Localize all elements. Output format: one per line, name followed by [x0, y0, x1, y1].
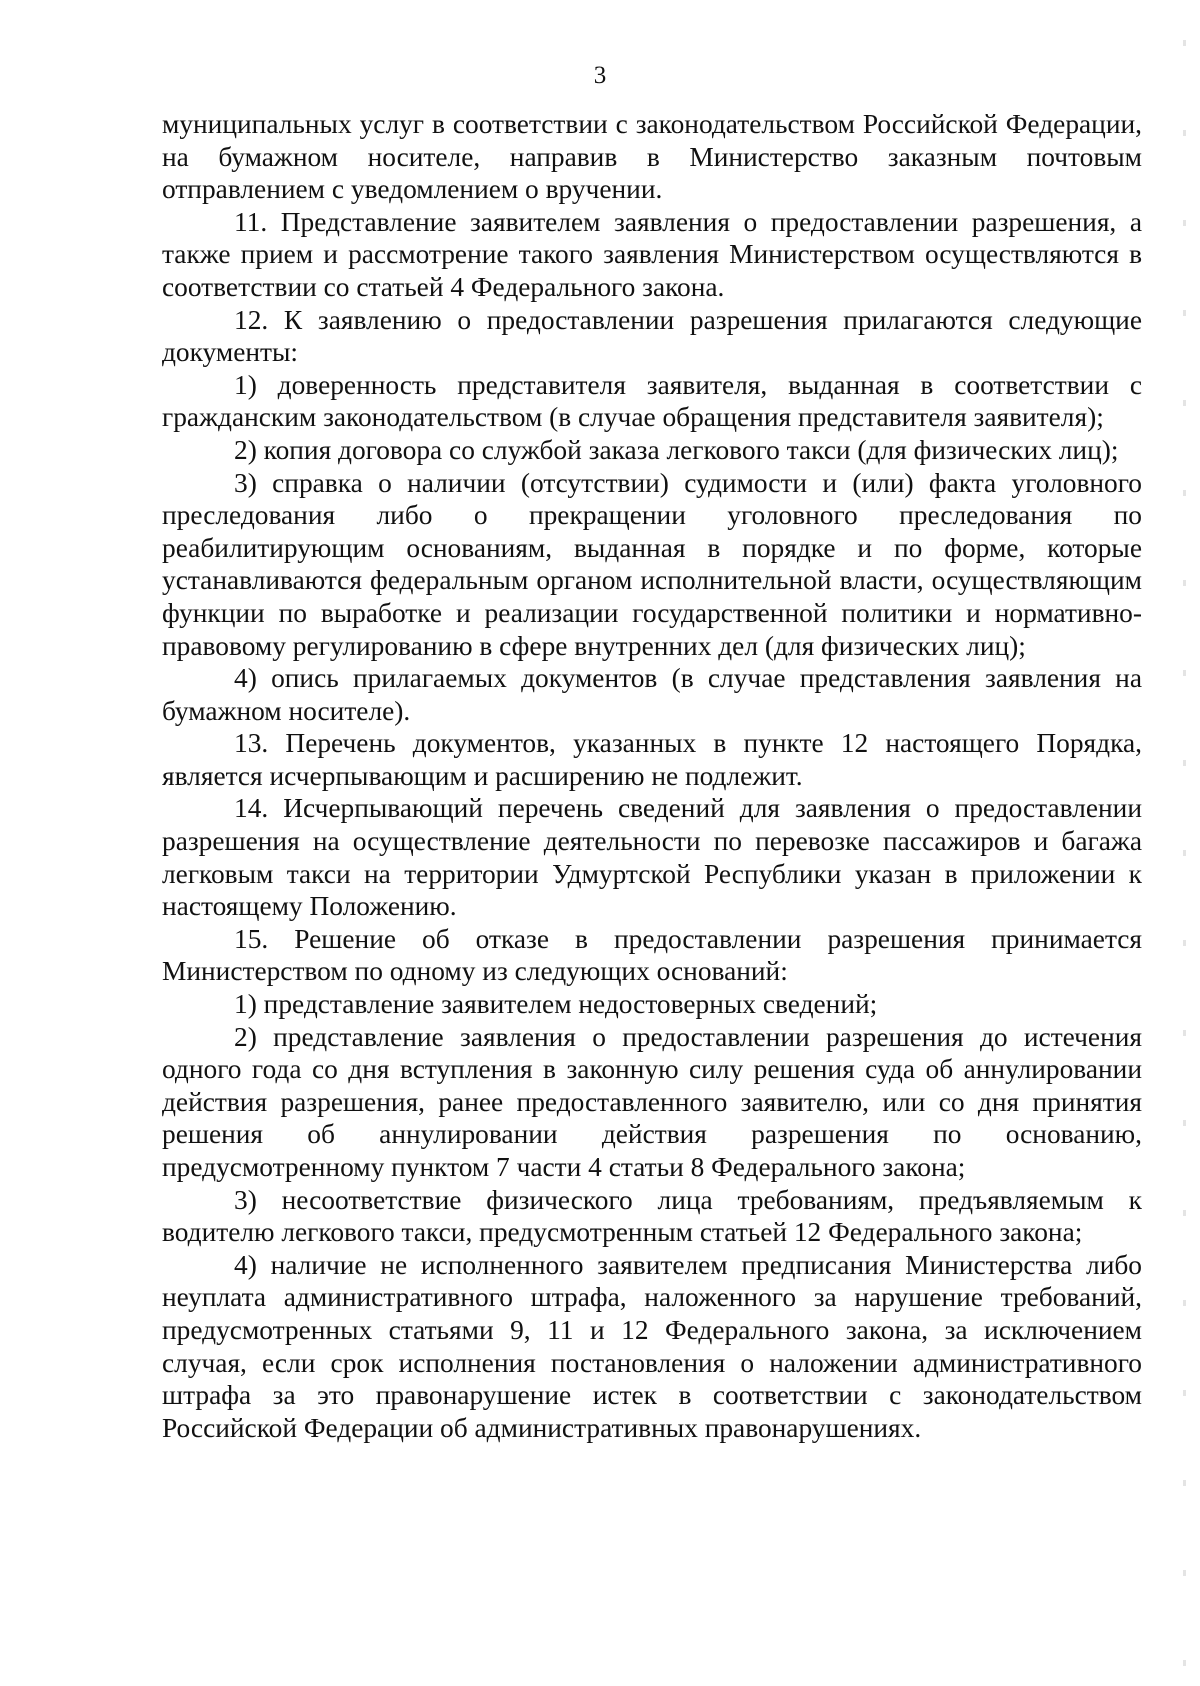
paragraph-item-11: 11. Представление заявителем заявления о предоставлении разрешения, а также прием и рассмотрение такого заявления Министерством осуществляются в соответствии со статьей 4 Федерального закона.: [162, 206, 1142, 302]
page-number: 3: [593, 62, 607, 89]
subitem-12-1: 1) доверенность представителя заявителя, выданная в соответствии с гражданским законодательством (в случае обращения представителя заявителя);: [162, 369, 1142, 433]
paragraph-item-14: 14. Исчерпывающий перечень сведений для заявления о предоставлении разрешения на осуществление деятельности по перевозке пассажиров и багажа легковым такси на территории Удмуртской Республики указан в приложении к настоящему Положению.: [162, 793, 1142, 922]
subitem-15-3: 3) несоответствие физического лица требованиям, предъявляемым к водителю легкового такси, предусмотренным статьей 12 Федерального закона;: [162, 1184, 1142, 1248]
subitem-15-1: 1) представление заявителем недостоверных сведений;: [234, 989, 878, 1020]
scan-edge-marks: [1183, 0, 1186, 1686]
document-body: [162, 108, 1142, 1444]
paragraph-item-13: 13. Перечень документов, указанных в пункте 12 настоящего Порядка, является исчерпывающим и расширению не подлежит.: [162, 728, 1142, 791]
subitem-12-4: 4) опись прилагаемых документов (в случае представления заявления на бумажном носителе).: [162, 663, 1142, 726]
subitem-12-2: 2) копия договора со службой заказа легкового такси (для физических лиц);: [234, 434, 1119, 465]
paragraph-continuation: муниципальных услуг в соответствии с законодательством Российской Федерации, на бумажном носителе, направив в Министерство заказным почтовым отправлением с уведомлением о вручении.: [162, 109, 1142, 205]
paragraph-item-15: 15. Решение об отказе в предоставлении разрешения принимается Министерством по одному из следующих оснований:: [162, 923, 1142, 987]
paragraph-item-12: 12. К заявлению о предоставлении разрешения прилагаются следующие документы:: [162, 304, 1142, 368]
subitem-15-2: 2) представление заявления о предоставлении разрешения до истечения одного года со дня вступления в законную силу решения суда об аннулировании действия разрешения, ранее предоставленного заявителю, или со дня принятия решения об аннулировании действия разрешения по основанию, предусмотренному пунктом 7 части 4 статьи 8 Федерального закона;: [162, 1021, 1142, 1182]
subitem-15-4: 4) наличие не исполненного заявителем предписания Министерства либо неуплата административного штрафа, наложенного за нарушение требований, предусмотренных статьями 9, 11 и 12 Федерального закона, за исключением случая, если срок исполнения постановления о наложении административного штрафа за это правонарушение истек в соответствии с законодательством Российской Федерации об административных правонарушениях.: [162, 1249, 1142, 1443]
subitem-12-3: 3) справка о наличии (отсутствии) судимости и (или) факта уголовного преследования либо о прекращении уголовного преследования по реабилитирующим основаниям, выданная в порядке и по форме, которые устанавливаются федеральным органом исполнительной власти, осуществляющим функции по выработке и реализации государственной политики и нормативно-правовому регулированию в сфере внутренних дел (для физических лиц);: [162, 467, 1142, 661]
